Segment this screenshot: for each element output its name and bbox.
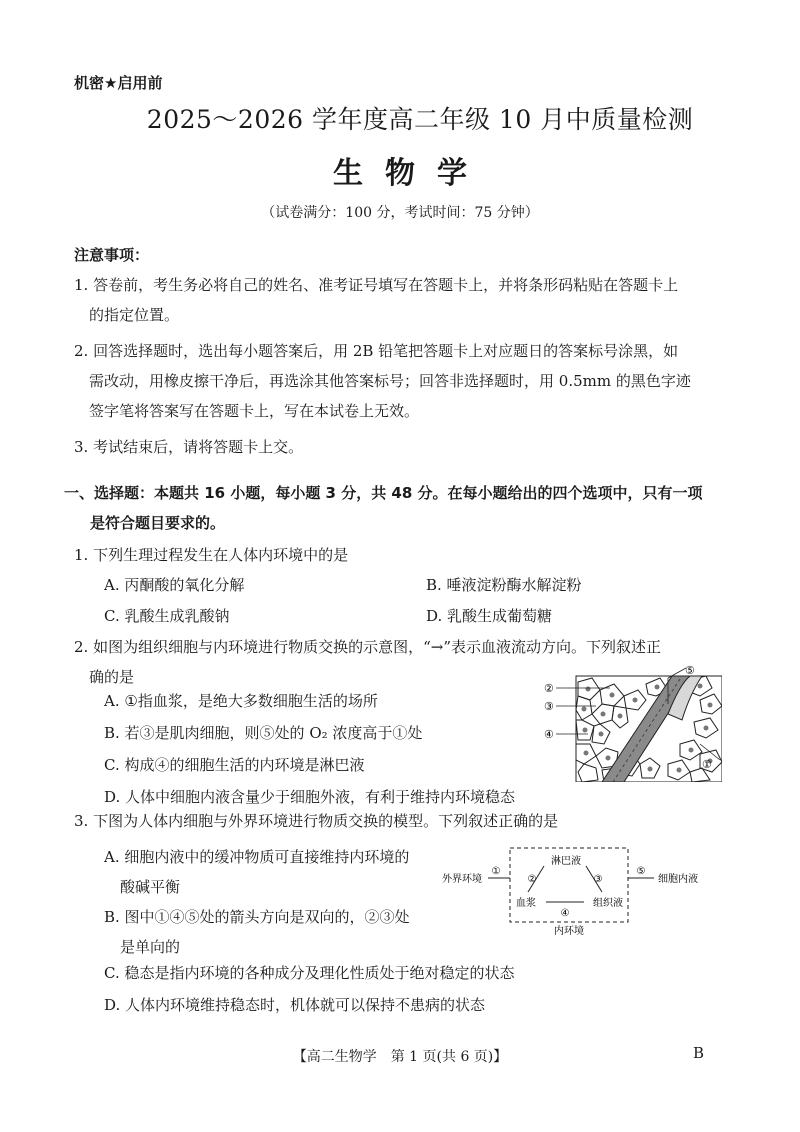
q2-option-c: C. 构成④的细胞生活的内环境是淋巴液 <box>104 756 365 774</box>
internal-environment-diagram <box>440 846 720 938</box>
diagram-lymph: 淋巴液 <box>551 856 581 867</box>
q2-option-d: D. 人体中细胞内液含量少于细胞外液，有利于维持内环境稳态 <box>104 788 516 806</box>
figure-label-1: ① <box>702 758 712 771</box>
diagram-plasma: 血浆 <box>516 898 536 909</box>
figure-label-2: ② <box>544 682 554 695</box>
q1-option-d: D. 乳酸生成葡萄糖 <box>426 607 553 625</box>
confidential-label: 机密★启用前 <box>74 74 163 92</box>
notice-line: 签字笔将答案写在答题卡上，写在本试卷上无效。 <box>89 402 420 420</box>
diagram-num-5: ⑤ <box>636 866 646 877</box>
diagram-num-2: ② <box>527 874 537 885</box>
figure-label-3: ③ <box>544 700 554 713</box>
diagram-tissue-fluid: 组织液 <box>593 898 623 909</box>
q3-option-a <box>104 842 409 902</box>
notice-line: 3. 考试结束后，请将答题卡上交。 <box>74 438 304 456</box>
q3-option-b <box>104 902 410 962</box>
question-1-stem: 1. 下列生理过程发生在人体内环境中的是 <box>74 546 349 564</box>
notice-section <box>74 240 724 462</box>
diagram-num-4: ④ <box>560 908 570 919</box>
diagram-intracellular: 细胞内液 <box>658 874 698 885</box>
tissue-exchange-figure <box>540 664 722 782</box>
figure-label-4: ④ <box>544 728 554 741</box>
notice-heading: 注意事项： <box>74 246 150 264</box>
q3-option-b-line2: 是单向的 <box>120 938 181 956</box>
q2-stem-line2: 确的是 <box>89 668 135 686</box>
notice-line: 2. 回答选择题时，选出每小题答案后，用 2B 铅笔把答题卡上对应题日的答案标号涂黑，如 <box>74 342 679 360</box>
q3-option-a-line2: 酸碱平衡 <box>120 878 181 896</box>
section-heading-line1: 一、选择题：本题共 16 小题，每小题 3 分，共 48 分。在每小题给出的四个选项中，只有一项 <box>64 484 703 502</box>
q3-option-a-line1: A. 细胞内液中的缓冲物质可直接维持内环境的 <box>104 848 410 866</box>
q3-option-b-line1: B. 图中①④⑤处的箭头方向是双向的，②③处 <box>104 908 410 926</box>
notice-line: 的指定位置。 <box>89 306 180 324</box>
section-heading <box>64 478 734 538</box>
question-3-stem: 3. 下图为人体内细胞与外界环境进行物质交换的模型。下列叙述正确的是 <box>74 812 559 830</box>
section-heading-line2: 是符合题目要求的。 <box>90 514 226 532</box>
q2-option-b: B. 若③是肌肉细胞，则⑤处的 O₂ 浓度高于①处 <box>104 724 423 742</box>
diagram-num-3: ③ <box>593 874 603 885</box>
diagram-num-1: ① <box>491 866 501 877</box>
q1-option-b: B. 唾液淀粉酶水解淀粉 <box>426 576 582 594</box>
version-mark: B <box>693 1044 705 1062</box>
q3-option-d: D. 人体内环境维持稳态时，机体就可以保持不患病的状态 <box>104 996 486 1014</box>
q2-stem-line1: 2. 如图为组织细胞与内环境进行物质交换的示意图，“→”表示血液流动方向。下列叙述正 <box>74 638 661 656</box>
exam-info: （试卷满分：100 分，考试时间：75 分钟） <box>261 205 539 221</box>
subject-title: 生物学 <box>333 156 489 191</box>
notice-line: 1. 答卷前，考生务必将自己的姓名、准考证号填写在答题卡上，并将条形码粘贴在答题卡上 <box>74 276 679 294</box>
q2-option-a: A. ①指血浆，是绝大多数细胞生活的场所 <box>104 692 378 710</box>
figure-label-5: ⑤ <box>685 664 695 677</box>
q3-option-c: C. 稳态是指内环境的各种成分及理化性质处于绝对稳定的状态 <box>104 964 515 982</box>
exam-title: 2025～2026 学年度高二年级 10 月中质量检测 <box>146 105 694 134</box>
q1-option-a: A. 丙酮酸的氧化分解 <box>104 576 245 594</box>
diagram-internal-env: 内环境 <box>554 926 584 937</box>
page-footer: 【高二生物学 第 1 页(共 6 页)】 <box>292 1049 508 1065</box>
diagram-outside: 外界环境 <box>442 874 482 885</box>
q1-option-c: C. 乳酸生成乳酸钠 <box>104 607 230 625</box>
notice-line: 需改动，用橡皮擦干净后，再选涂其他答案标号；回答非选择题时，用 0.5mm 的黑色字迹 <box>89 372 691 390</box>
